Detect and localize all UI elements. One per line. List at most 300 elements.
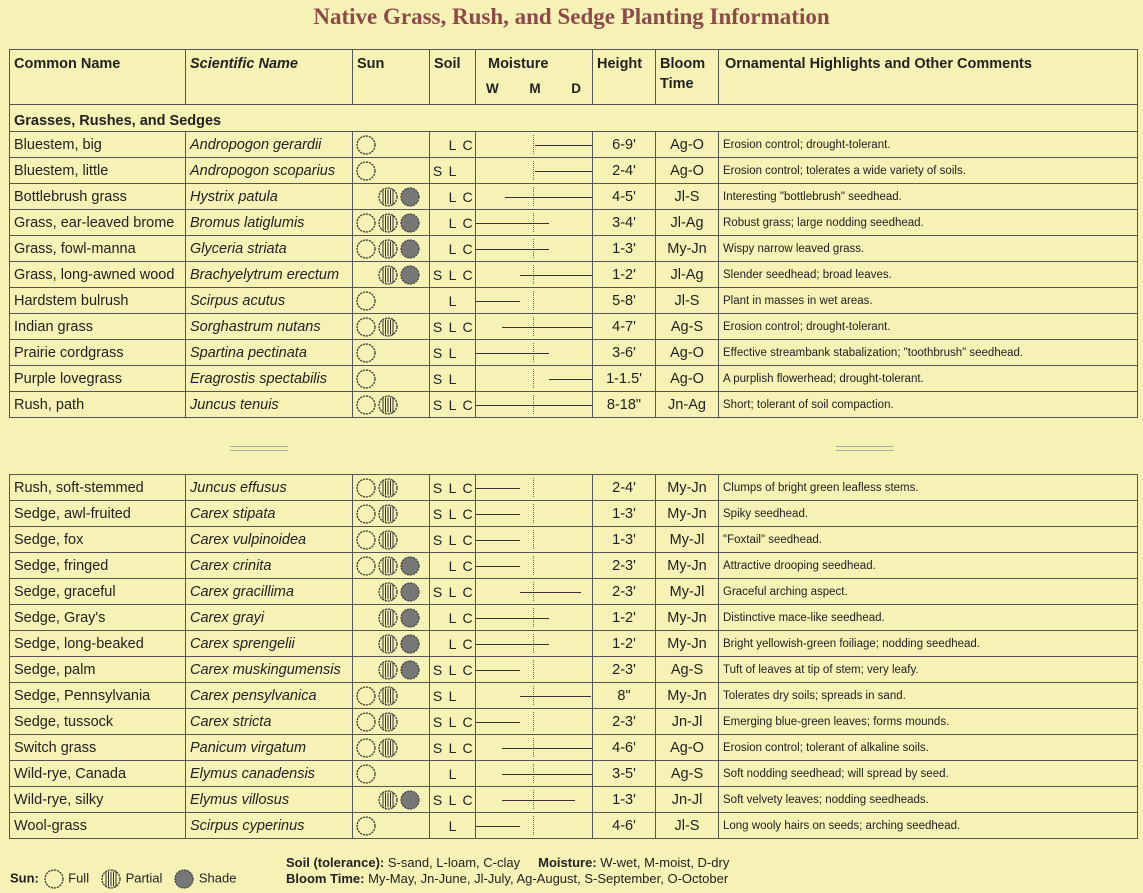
soil-cell <box>430 787 476 813</box>
height-cell: 6-9' <box>593 132 656 158</box>
soil-letter <box>430 766 445 782</box>
soil-letter <box>460 345 475 361</box>
soil-cell <box>430 132 476 158</box>
lower-table-body <box>10 475 1138 839</box>
partial-sun-icon <box>377 607 399 629</box>
soil-letter <box>460 688 475 704</box>
common-name-cell: Grass, long-awned wood <box>10 262 186 288</box>
scientific-name-cell: Andropogon scoparius <box>186 158 353 184</box>
sun-icons <box>355 290 429 312</box>
partial-sun-icon <box>377 264 399 286</box>
comment-cell: A purplish flowerhead; drought-tolerant. <box>719 366 1138 392</box>
sun-cell <box>353 735 430 761</box>
common-name-cell: Sedge, Pennsylvania <box>10 683 186 709</box>
partial-sun-icon <box>377 394 399 416</box>
soil-letter: S <box>432 583 443 600</box>
soil-cell <box>430 657 476 683</box>
moisture-midline <box>533 291 534 310</box>
common-name-cell: Sedge, palm <box>10 657 186 683</box>
soil-letters <box>430 267 475 283</box>
comment-cell: Erosion control; drought-tolerant. <box>719 132 1138 158</box>
moisture-cell <box>476 210 593 236</box>
common-name-cell: Grass, ear-leaved brome <box>10 210 186 236</box>
sun-icons <box>355 238 429 260</box>
section-title: Grasses, Rushes, and Sedges <box>10 105 1138 132</box>
height-cell: 4-5' <box>593 184 656 210</box>
soil-letter <box>430 241 445 257</box>
sun-cell <box>353 475 430 501</box>
moisture-cell <box>476 366 593 392</box>
table-row <box>10 631 1138 657</box>
legend-soil-moisture <box>286 855 729 870</box>
partial-sun-icon <box>377 477 399 499</box>
legend-bloom <box>286 871 728 886</box>
bloom-time-cell: Jl-S <box>656 813 719 839</box>
full-sun-icon <box>355 212 377 234</box>
bloom-time-cell: Jl-Ag <box>656 210 719 236</box>
moisture-cell <box>476 288 593 314</box>
bloom-time-cell: Ag-O <box>656 340 719 366</box>
height-cell: 3-5' <box>593 761 656 787</box>
soil-letter: L <box>448 505 457 522</box>
sun-cell <box>353 579 430 605</box>
soil-letters <box>430 137 475 153</box>
soil-letter: C <box>462 531 473 548</box>
height-cell: 3-4' <box>593 210 656 236</box>
sun-icons <box>355 555 429 577</box>
soil-letter: S <box>432 318 443 335</box>
soil-letter: C <box>462 188 473 205</box>
soil-letter: S <box>432 687 443 704</box>
soil-letters <box>430 740 475 756</box>
header-sun: Sun <box>353 50 430 105</box>
legend-soil-label: Soil (tolerance): <box>286 855 385 870</box>
comment-cell: Emerging blue-green leaves; forms mounds. <box>719 709 1138 735</box>
moisture-cell <box>476 314 593 340</box>
soil-letters <box>430 818 475 834</box>
full-sun-icon <box>355 238 377 260</box>
legend-moisture-text: W-wet, M-moist, D-dry <box>600 855 730 870</box>
soil-letter: L <box>448 214 457 231</box>
header-comments: Ornamental Highlights and Other Comments <box>719 50 1138 105</box>
soil-letter: L <box>448 240 457 257</box>
bloom-time-cell: Ag-O <box>656 132 719 158</box>
sun-cell <box>353 501 430 527</box>
sun-icons <box>355 186 429 208</box>
soil-letter: S <box>432 396 443 413</box>
shade-icon <box>399 633 421 655</box>
soil-cell <box>430 392 476 418</box>
moisture-cell <box>476 813 593 839</box>
partial-sun-icon <box>377 529 399 551</box>
legend-partial-label: Partial <box>125 870 163 886</box>
scientific-name-cell: Juncus tenuis <box>186 392 353 418</box>
soil-letters <box>430 480 475 496</box>
sun-icon-spacer <box>355 264 377 286</box>
comment-cell: Soft nodding seedhead; will spread by seed. <box>719 761 1138 787</box>
table-row <box>10 392 1138 418</box>
soil-letter: C <box>462 583 473 600</box>
full-sun-icon <box>355 316 377 338</box>
legend-sun-label: Sun: <box>10 870 39 886</box>
full-sun-icon <box>355 685 377 707</box>
sun-icons <box>355 368 429 390</box>
soil-letter: L <box>448 557 457 574</box>
soil-letter: C <box>462 136 473 153</box>
bloom-time-cell: Ag-S <box>656 314 719 340</box>
shade-icon <box>399 555 421 577</box>
moisture-range-bar <box>520 592 581 594</box>
scientific-name-cell: Carex stipata <box>186 501 353 527</box>
soil-cell <box>430 813 476 839</box>
full-sun-icon <box>355 555 377 577</box>
soil-cell <box>430 501 476 527</box>
soil-cell <box>430 709 476 735</box>
soil-letter: C <box>462 609 473 626</box>
moisture-range-bar <box>476 405 593 407</box>
scientific-name-cell: Carex grayi <box>186 605 353 631</box>
comment-cell: Erosion control; tolerates a wide variety of soils. <box>719 158 1138 184</box>
sun-cell <box>353 553 430 579</box>
legend-bloom-label: Bloom Time: <box>286 871 365 886</box>
sun-icons <box>355 789 429 811</box>
full-sun-icon <box>355 815 377 837</box>
scientific-name-cell: Carex gracillima <box>186 579 353 605</box>
soil-letter: S <box>432 370 443 387</box>
scientific-name-cell: Juncus effusus <box>186 475 353 501</box>
common-name-cell: Sedge, Gray's <box>10 605 186 631</box>
moisture-midline <box>533 530 534 549</box>
soil-letter: S <box>432 266 443 283</box>
soil-letters <box>430 319 475 335</box>
soil-letters <box>430 766 475 782</box>
soil-letter: S <box>432 661 443 678</box>
sun-icons <box>355 737 429 759</box>
full-sun-icon <box>355 160 377 182</box>
full-sun-icon <box>355 290 377 312</box>
partial-sun-icon <box>377 581 399 603</box>
table-row <box>10 813 1138 839</box>
soil-cell <box>430 735 476 761</box>
moisture-range-bar <box>476 540 520 542</box>
soil-cell <box>430 184 476 210</box>
height-cell: 1-3' <box>593 787 656 813</box>
soil-letter: S <box>432 531 443 548</box>
table-row <box>10 527 1138 553</box>
partial-sun-icon <box>377 238 399 260</box>
bloom-time-cell: Jn-Jl <box>656 709 719 735</box>
bloom-time-cell: My-Jn <box>656 631 719 657</box>
soil-cell <box>430 366 476 392</box>
moisture-midline <box>533 369 534 388</box>
comment-cell: Graceful arching aspect. <box>719 579 1138 605</box>
common-name-cell: Indian grass <box>10 314 186 340</box>
comment-cell: Effective streambank stabalization; "toothbrush" seedhead. <box>719 340 1138 366</box>
sun-cell <box>353 288 430 314</box>
moisture-range-bar <box>476 249 549 251</box>
full-sun-icon <box>355 134 377 156</box>
soil-letters <box>430 636 475 652</box>
sun-icons <box>355 529 429 551</box>
sun-icons <box>355 160 429 182</box>
soil-letter: L <box>448 609 457 626</box>
partial-sun-icon <box>377 503 399 525</box>
moisture-range-bar <box>476 301 520 303</box>
height-cell: 4-7' <box>593 314 656 340</box>
comment-cell: Soft velvety leaves; nodding seedheads. <box>719 787 1138 813</box>
full-sun-icon <box>355 368 377 390</box>
comment-cell: Tuft of leaves at tip of stem; very leafy. <box>719 657 1138 683</box>
full-sun-icon <box>355 737 377 759</box>
full-sun-icon <box>355 711 377 733</box>
soil-letter: L <box>448 765 457 782</box>
soil-letter <box>430 636 445 652</box>
sun-icon-spacer <box>355 633 377 655</box>
full-sun-icon <box>355 529 377 551</box>
comment-cell: Plant in masses in wet areas. <box>719 288 1138 314</box>
partial-sun-icon <box>377 212 399 234</box>
moisture-range-bar <box>535 171 593 173</box>
soil-letters <box>430 662 475 678</box>
table-row <box>10 158 1138 184</box>
common-name-cell: Bluestem, big <box>10 132 186 158</box>
soil-letter: L <box>448 687 457 704</box>
scientific-name-cell: Glyceria striata <box>186 236 353 262</box>
soil-letter: C <box>462 479 473 496</box>
moisture-range-bar <box>476 223 549 225</box>
full-sun-icon <box>355 394 377 416</box>
divider-mark-left <box>230 446 288 451</box>
sun-icons <box>355 607 429 629</box>
soil-letters <box>430 241 475 257</box>
sun-cell <box>353 761 430 787</box>
common-name-cell: Sedge, fringed <box>10 553 186 579</box>
height-cell: 1-2' <box>593 605 656 631</box>
comment-cell: Interesting "bottlebrush" seedhead. <box>719 184 1138 210</box>
soil-letter: L <box>448 292 457 309</box>
legend-shade-label: Shade <box>198 870 237 886</box>
soil-letter: L <box>448 661 457 678</box>
section-row <box>10 105 1138 132</box>
table-row <box>10 314 1138 340</box>
moisture-cell <box>476 132 593 158</box>
table-row <box>10 579 1138 605</box>
bloom-time-cell: My-Jn <box>656 553 719 579</box>
sun-icon-spacer <box>355 789 377 811</box>
comment-cell: "Foxtail" seedhead. <box>719 527 1138 553</box>
scientific-name-cell: Hystrix patula <box>186 184 353 210</box>
scientific-name-cell: Carex sprengelii <box>186 631 353 657</box>
comment-cell: Erosion control; drought-tolerant. <box>719 314 1138 340</box>
header-soil: Soil <box>430 50 476 105</box>
soil-letter: S <box>432 162 443 179</box>
shade-icon <box>399 607 421 629</box>
moisture-cell <box>476 631 593 657</box>
soil-cell <box>430 683 476 709</box>
soil-letter: L <box>448 266 457 283</box>
soil-letters <box>430 293 475 309</box>
height-cell: 2-4' <box>593 475 656 501</box>
header-moisture-dry: D <box>571 81 581 96</box>
sun-cell <box>353 262 430 288</box>
sun-icons <box>355 711 429 733</box>
soil-letters <box>430 371 475 387</box>
legend-bloom-text: My-May, Jn-June, Jl-July, Ag-August, S-September, O-October <box>368 871 729 886</box>
scientific-name-cell: Scirpus acutus <box>186 288 353 314</box>
table-row <box>10 553 1138 579</box>
sun-icon-spacer <box>355 581 377 603</box>
sun-icons <box>355 342 429 364</box>
soil-letter: C <box>462 396 473 413</box>
scientific-name-cell: Carex pensylvanica <box>186 683 353 709</box>
soil-letter: C <box>462 739 473 756</box>
moisture-cell <box>476 236 593 262</box>
table-row <box>10 657 1138 683</box>
table-row <box>10 288 1138 314</box>
header-bloom-line1: Bloom <box>660 56 706 72</box>
moisture-cell <box>476 501 593 527</box>
full-sun-icon <box>355 342 377 364</box>
sun-cell <box>353 314 430 340</box>
sun-cell <box>353 132 430 158</box>
comment-cell: Bright yellowish-green foiliage; nodding seedhead. <box>719 631 1138 657</box>
soil-letter: C <box>462 318 473 335</box>
soil-cell <box>430 527 476 553</box>
moisture-cell <box>476 735 593 761</box>
header-moisture-label: Moisture <box>488 56 549 72</box>
table-row <box>10 761 1138 787</box>
soil-letters <box>430 189 475 205</box>
soil-letter: S <box>432 791 443 808</box>
soil-letter: C <box>462 505 473 522</box>
height-cell: 2-4' <box>593 158 656 184</box>
soil-letter: L <box>448 583 457 600</box>
soil-cell <box>430 761 476 787</box>
soil-cell <box>430 288 476 314</box>
common-name-cell: Bottlebrush grass <box>10 184 186 210</box>
soil-letter: C <box>462 240 473 257</box>
common-name-cell: Sedge, graceful <box>10 579 186 605</box>
comment-cell: Clumps of bright green leafless stems. <box>719 475 1138 501</box>
soil-letter <box>460 293 475 309</box>
header-moisture <box>476 50 593 105</box>
soil-letter: L <box>448 479 457 496</box>
soil-letter: L <box>448 188 457 205</box>
sun-cell <box>353 605 430 631</box>
soil-letter: L <box>448 817 457 834</box>
table-row <box>10 709 1138 735</box>
plant-table-lower <box>9 474 1138 839</box>
common-name-cell: Wild-rye, Canada <box>10 761 186 787</box>
soil-cell <box>430 340 476 366</box>
sun-cell <box>353 210 430 236</box>
moisture-midline <box>533 660 534 679</box>
comment-cell: Tolerates dry soils; spreads in sand. <box>719 683 1138 709</box>
soil-cell <box>430 210 476 236</box>
comment-cell: Erosion control; tolerant of alkaline soils. <box>719 735 1138 761</box>
common-name-cell: Bluestem, little <box>10 158 186 184</box>
moisture-range-bar <box>476 826 520 828</box>
soil-letter <box>430 189 445 205</box>
sun-cell <box>353 158 430 184</box>
sun-icon-spacer <box>355 607 377 629</box>
sun-icons <box>355 503 429 525</box>
height-cell: 1-3' <box>593 501 656 527</box>
sun-icons <box>355 685 429 707</box>
soil-letter: S <box>432 344 443 361</box>
moisture-range-bar <box>535 145 593 147</box>
moisture-cell <box>476 657 593 683</box>
soil-letter: C <box>462 214 473 231</box>
moisture-midline <box>533 504 534 523</box>
common-name-cell: Sedge, long-beaked <box>10 631 186 657</box>
moisture-range-bar <box>520 696 590 698</box>
height-cell: 3-6' <box>593 340 656 366</box>
bloom-time-cell: Jn-Jl <box>656 787 719 813</box>
header-common-name: Common Name <box>10 50 186 105</box>
soil-cell <box>430 631 476 657</box>
soil-letters <box>430 558 475 574</box>
comment-cell: Attractive drooping seedhead. <box>719 553 1138 579</box>
full-sun-icon <box>355 763 377 785</box>
shade-icon <box>399 238 421 260</box>
bloom-time-cell: Ag-S <box>656 761 719 787</box>
soil-letters <box>430 792 475 808</box>
table-row <box>10 262 1138 288</box>
soil-letter: S <box>432 505 443 522</box>
soil-letter: L <box>448 791 457 808</box>
sun-cell <box>353 366 430 392</box>
common-name-cell: Grass, fowl-manna <box>10 236 186 262</box>
soil-cell <box>430 579 476 605</box>
sun-cell <box>353 392 430 418</box>
moisture-cell <box>476 787 593 813</box>
common-name-cell: Sedge, awl-fruited <box>10 501 186 527</box>
sun-icons <box>355 316 429 338</box>
bloom-time-cell: Ag-O <box>656 735 719 761</box>
table-row <box>10 210 1138 236</box>
table-row <box>10 184 1138 210</box>
height-cell: 1-1.5' <box>593 366 656 392</box>
sun-cell <box>353 236 430 262</box>
scientific-name-cell: Eragrostis spectabilis <box>186 366 353 392</box>
partial-sun-icon <box>377 789 399 811</box>
header-bloom-time <box>656 50 719 105</box>
sun-cell <box>353 657 430 683</box>
legend-soil-text: S-sand, L-loam, C-clay <box>387 855 521 870</box>
moisture-range-bar <box>476 566 520 568</box>
divider-mark-right <box>836 446 894 451</box>
soil-cell <box>430 158 476 184</box>
scientific-name-cell: Carex stricta <box>186 709 353 735</box>
scientific-name-cell: Andropogon gerardii <box>186 132 353 158</box>
soil-letter: L <box>448 344 457 361</box>
moisture-range-bar <box>520 275 592 277</box>
sun-icons <box>355 264 429 286</box>
soil-letter <box>430 558 445 574</box>
legend-sun <box>10 868 236 890</box>
soil-letter: L <box>448 739 457 756</box>
moisture-cell <box>476 392 593 418</box>
bloom-time-cell: Jl-S <box>656 288 719 314</box>
partial-sun-icon <box>377 737 399 759</box>
moisture-range-bar <box>476 514 520 516</box>
soil-cell <box>430 314 476 340</box>
height-cell: 4-6' <box>593 813 656 839</box>
soil-letters <box>430 584 475 600</box>
moisture-cell <box>476 683 593 709</box>
bloom-time-cell: Jl-Ag <box>656 262 719 288</box>
